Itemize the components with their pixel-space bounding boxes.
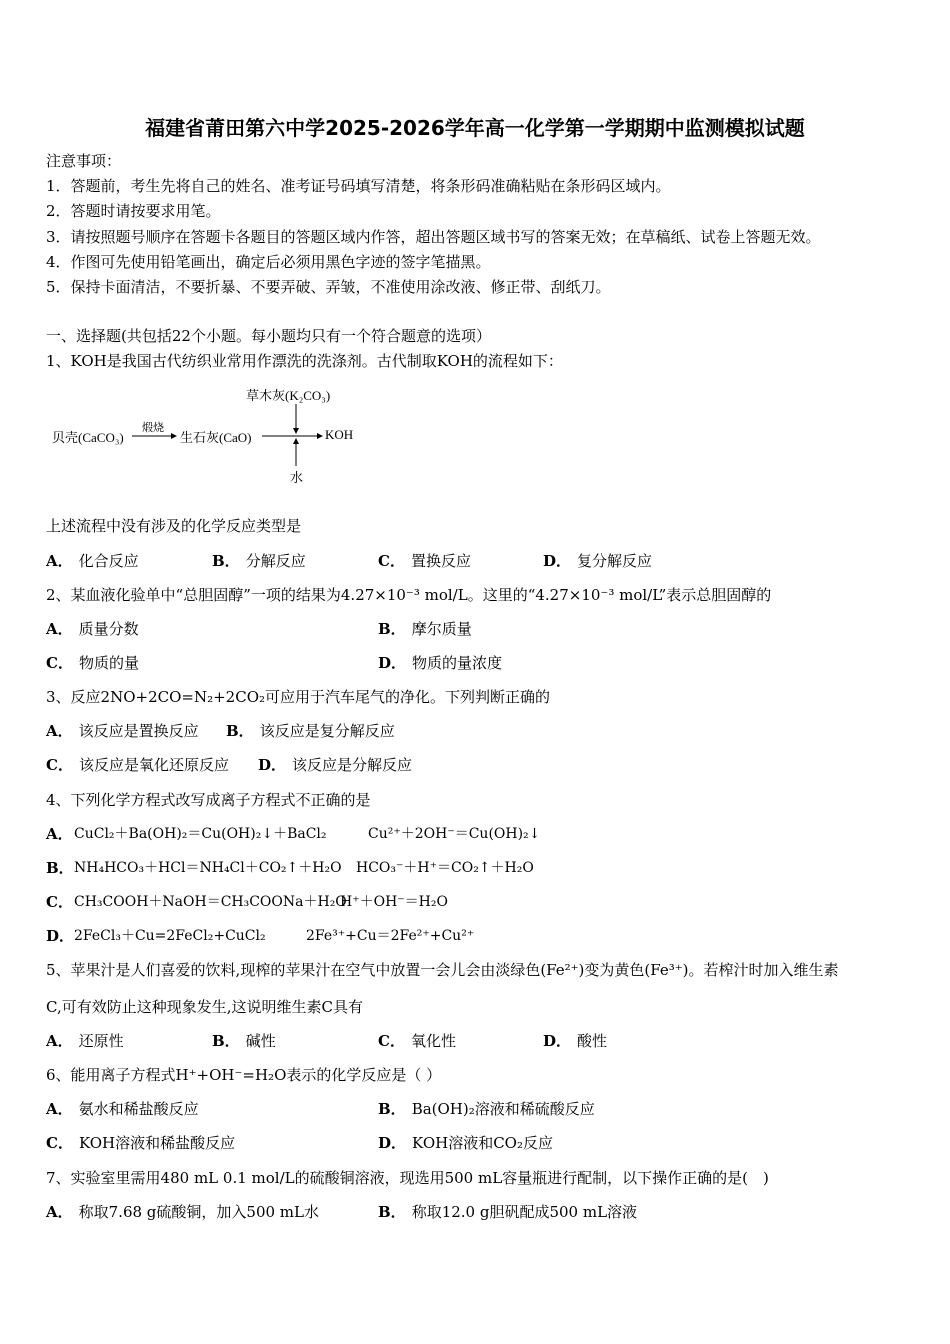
- question-1-text: 上述流程中没有涉及的化学反应类型是: [46, 517, 302, 535]
- question-5-stem: 5、苹果汁是人们喜爱的饮料,现榨的苹果汁在空气中放置一会儿会由淡绿色(Fe²⁺)变为黄色(Fe³⁺)。若榨汁时加入维生素: [46, 961, 839, 979]
- option-key: C．: [378, 552, 405, 570]
- option-text: 摩尔质量: [411, 620, 472, 638]
- option-key: B．: [226, 722, 254, 740]
- option-key: D．: [378, 654, 407, 672]
- question-1-stem: 1、KOH是我国古代纺织业常用作漂洗的洗涤剂。古代制取KOH的流程如下：: [46, 352, 563, 370]
- option-key: B．: [378, 1100, 406, 1118]
- option-c: [46, 653, 139, 673]
- option-key: B．: [212, 1032, 240, 1050]
- page-title: 福建省莆田第六中学2025-2026学年高一化学第一学期期中监测模拟试题: [145, 116, 805, 140]
- option-d: [258, 755, 412, 775]
- option-key: A．: [46, 552, 73, 570]
- question-7-stem: 7、实验室里需用480 mL 0.1 mol/L的硫酸铜溶液，现选用500 mL容量瓶进行配制，以下操作正确的是( ): [46, 1169, 769, 1187]
- diagram-ash: 草木灰(K₂CO₃): [246, 388, 331, 403]
- option-key: C．: [46, 893, 73, 911]
- option-text: 氧化性: [410, 1032, 456, 1050]
- option-key: B．: [378, 1203, 406, 1221]
- option-key: D．: [378, 1134, 407, 1152]
- diagram-water: 水: [290, 470, 304, 485]
- option-key: C．: [378, 1032, 405, 1050]
- option-a: [46, 1031, 124, 1051]
- option-key: D．: [543, 1032, 572, 1050]
- option-text: 物质的量: [78, 654, 139, 672]
- question-2-stem: 2、某血液化验单中“总胆固醇”一项的结果为4.27×10⁻³ mol/L。这里的“4.27×10⁻³ mol/L”表示总胆固醇的: [46, 586, 772, 604]
- option-text: Ba(OH)₂溶液和稀硫酸反应: [411, 1100, 595, 1118]
- ionic-equation: 2Fe³⁺+Cu＝2Fe²⁺+Cu²⁺: [306, 928, 475, 944]
- diagram-shell: 贝壳(CaCO₃): [52, 430, 124, 445]
- question-5-stem-cont: C,可有效防止这种现象发生,这说明维生素C具有: [46, 998, 363, 1016]
- option-text: 碱性: [245, 1032, 276, 1050]
- option-key: C．: [46, 756, 73, 774]
- option-b: [212, 551, 306, 571]
- option-key: A．: [46, 1032, 73, 1050]
- note-item: 1．答题前，考生先将自己的姓名、准考证号码填写清楚，将条形码准确粘贴在条形码区域内。: [46, 177, 671, 195]
- chemical-equation: NH₄HCO₃＋HCl＝NH₄Cl＋CO₂↑＋H₂O: [74, 860, 342, 876]
- note-item: 4．作图可先使用铅笔画出，确定后必须用黑色字迹的签字笔描黑。: [46, 253, 491, 271]
- option-b: [46, 858, 534, 878]
- option-key: B．: [378, 620, 406, 638]
- option-text: 该反应是分解反应: [292, 756, 413, 774]
- option-key: B．: [212, 552, 240, 570]
- option-a: [46, 824, 541, 844]
- question-3-stem: 3、反应2NO+2CO=N₂+2CO₂可应用于汽车尾气的净化。下列判断正确的: [46, 688, 551, 706]
- diagram-calcine: 煅烧: [142, 422, 164, 434]
- section-heading: 一、选择题(共包括22个小题。每小题均只有一个符合题意的选项）: [46, 327, 491, 345]
- option-c: [46, 892, 448, 912]
- option-d: [378, 653, 502, 673]
- option-text: KOH溶液和CO₂反应: [412, 1134, 553, 1152]
- option-a: [46, 721, 199, 741]
- option-text: 物质的量浓度: [412, 654, 503, 672]
- option-a: [46, 551, 139, 571]
- option-key: B．: [46, 859, 74, 877]
- option-text: 化合反应: [78, 552, 139, 570]
- option-c: [46, 755, 229, 775]
- option-c: [46, 1133, 235, 1153]
- option-key: D．: [258, 756, 287, 774]
- option-text: 该反应是置换反应: [78, 722, 199, 740]
- option-text: 该反应是复分解反应: [259, 722, 395, 740]
- question-6-stem: 6、能用离子方程式H⁺+OH⁻=H₂O表示的化学反应是（ ）: [46, 1066, 442, 1084]
- option-key: A．: [46, 620, 73, 638]
- option-b: [378, 619, 472, 639]
- option-text: 质量分数: [78, 620, 139, 638]
- option-text: 称取7.68 g硫酸铜，加入500 mL水: [78, 1203, 319, 1221]
- option-d: [378, 1133, 553, 1153]
- chemical-equation: 2FeCl₃＋Cu=2FeCl₂+CuCl₂: [74, 928, 266, 944]
- option-d: [543, 1031, 607, 1051]
- notes-heading: 注意事项：: [46, 152, 122, 170]
- chemical-equation: CuCl₂＋Ba(OH)₂＝Cu(OH)₂↓＋BaCl₂: [74, 826, 327, 842]
- diagram-arrows: [0, 0, 400, 500]
- option-key: A．: [46, 1100, 73, 1118]
- option-b: [226, 721, 395, 741]
- option-text: KOH溶液和稀盐酸反应: [78, 1134, 236, 1152]
- option-key: D．: [46, 927, 75, 945]
- option-a: [46, 1202, 319, 1222]
- option-c: [378, 551, 471, 571]
- question-4-stem: 4、下列化学方程式改写成离子方程式不正确的是: [46, 791, 371, 809]
- diagram-lime: 生石灰(CaO): [180, 430, 252, 445]
- option-a: [46, 619, 139, 639]
- note-item: 2．答题时请按要求用笔。: [46, 202, 221, 220]
- option-key: A．: [46, 722, 73, 740]
- option-key: A．: [46, 1203, 73, 1221]
- ionic-equation: Cu²⁺＋2OH⁻＝Cu(OH)₂↓: [368, 826, 541, 842]
- ionic-equation: HCO₃⁻＋H⁺＝CO₂↑＋H₂O: [356, 860, 534, 876]
- note-item: 3．请按照题号顺序在答题卡各题目的答题区域内作答，超出答题区域书写的答案无效；在草稿纸、试卷上答题无效。: [46, 228, 821, 246]
- option-b: [378, 1202, 637, 1222]
- option-key: C．: [46, 1134, 73, 1152]
- chemical-equation: CH₃COOH＋NaOH＝CH₃COONa＋H₂O: [74, 894, 347, 910]
- option-key: A．: [46, 825, 73, 843]
- option-b: [378, 1099, 595, 1119]
- option-text: 复分解反应: [577, 552, 653, 570]
- option-text: 称取12.0 g胆矾配成500 mL溶液: [411, 1203, 638, 1221]
- option-d: [46, 926, 475, 946]
- option-d: [543, 551, 652, 571]
- note-item: 5．保持卡面清洁，不要折暴、不要弄破、弄皱，不准使用涂改液、修正带、刮纸刀。: [46, 278, 611, 296]
- option-text: 酸性: [577, 1032, 608, 1050]
- option-text: 氨水和稀盐酸反应: [78, 1100, 199, 1118]
- option-text: 该反应是氧化还原反应: [78, 756, 229, 774]
- option-b: [212, 1031, 276, 1051]
- option-c: [378, 1031, 456, 1051]
- diagram-product: KOH: [325, 427, 354, 442]
- option-key: C．: [46, 654, 73, 672]
- option-text: 分解反应: [245, 552, 306, 570]
- option-text: 置换反应: [410, 552, 471, 570]
- ionic-equation: H⁺＋OH⁻＝H₂O: [340, 894, 448, 910]
- option-key: D．: [543, 552, 572, 570]
- option-text: 还原性: [78, 1032, 124, 1050]
- option-a: [46, 1099, 199, 1119]
